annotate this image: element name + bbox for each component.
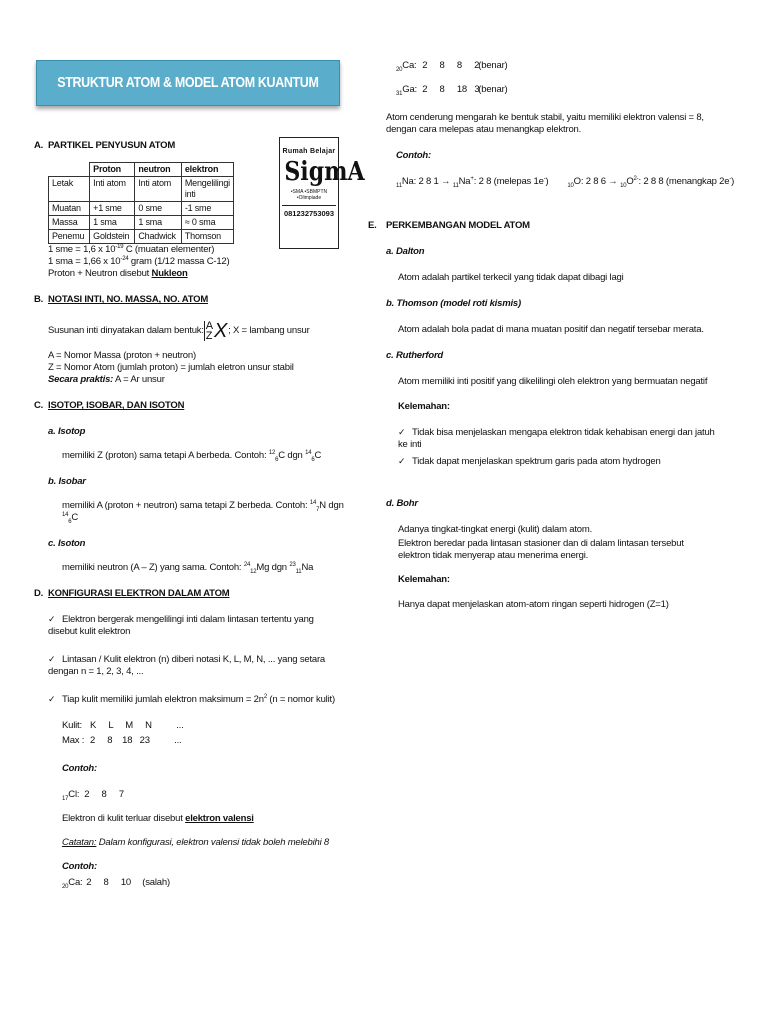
list-item: ✓ Tidak dapat menjelaskan spektrum garis pada atom hydrogen: [398, 456, 661, 467]
cl-config: $_{17}$Cl: 2 8 7: [62, 789, 124, 802]
logo-top-text: Rumah Belajar: [282, 148, 336, 155]
ca-config-wrong: $_{20}$Ca: 2 8 10 (salah): [62, 877, 170, 890]
list-item: ✓ Elektron bergerak mengelilingi inti dalam lintasan tertentu yang disebut kulit elektron: [48, 614, 314, 637]
notation-symbol: A Z: [205, 320, 213, 342]
table-row: [49, 202, 234, 216]
check-icon: ✓: [48, 614, 56, 624]
check-icon: ✓: [398, 427, 406, 437]
sma-note: 1 sma = 1,66 x $10^{-24}$ gram (1/12 massa C-12): [48, 255, 230, 267]
table-cell: ≈ 0 sma: [181, 216, 233, 230]
table-cell: Penemu: [49, 230, 90, 244]
ion-examples: $_{11}$Na: 2 8 1 → $_{11}$Na+: 2 8 (melepas 1e-) $_{10}$O: 2 8 $6 \to _{10}O^{2-}$: 2 8 8 (menangkap 2e-): [396, 175, 735, 189]
contoh-label: Contoh:: [396, 150, 431, 161]
check-icon: ✓: [48, 654, 56, 664]
thomson-title: b. Thomson (model roti kismis): [386, 298, 521, 309]
table-cell: Mengelilingi inti: [181, 177, 233, 202]
section-d-title: KONFIGURASI ELEKTRON DALAM ATOM: [48, 588, 230, 599]
table-cell: -1 sme: [181, 202, 233, 216]
isotop-title: a. Isotop: [48, 426, 86, 437]
table-cell: Massa: [49, 216, 90, 230]
table-cell: 1 sma: [135, 216, 181, 230]
kulit-row: Kulit: K L M N ...: [62, 720, 184, 731]
nukleon-note: Proton + Neutron disebut Nukleon: [48, 268, 188, 279]
section-a-heading: A. PARTIKEL PENYUSUN ATOM: [34, 140, 176, 151]
sme-note: 1 sme = 1,6 x $10^{-19}$ C (muatan elementer): [48, 243, 215, 255]
isoton-text: memiliki neutron (A – Z) yang sama. Contoh: $^{24}_{12}$Mg dgn $^{23}_{11}$Na: [62, 561, 314, 575]
rutherford-text: Atom memiliki inti positif yang dikelilingi oleh elektron yang bermuatan negatif: [398, 376, 708, 387]
contoh-label: Contoh:: [62, 763, 97, 774]
left-column: [34, 140, 365, 890]
table-cell: 1 sma: [90, 216, 135, 230]
isotop-text: memiliki Z (proton) sama tetapi A berbeda. Contoh: $^{12}_6$C dgn $^{14}_6$C: [62, 449, 322, 463]
logo-phone: 081232753093: [283, 209, 335, 218]
kelemahan-label: Kelemahan:: [398, 401, 450, 412]
valensi-line: Elektron di kulit terluar disebut elektron valensi: [62, 813, 254, 824]
list-item: ✓ Lintasan / Kulit elektron (n) diberi notasi K, L, M, N, ... yang setara dengan n = 1, 2, 3, 4, ...: [48, 654, 326, 677]
section-e-heading: E. PERKEMBANGAN MODEL ATOM: [368, 220, 530, 231]
notation-line: Susunan inti dinyatakan dalam bentuk: A Z X ; X = lambang unsur: [48, 320, 310, 342]
table-row: [49, 216, 234, 230]
section-c-title: ISOTOP, ISOBAR, DAN ISOTON: [48, 400, 185, 411]
bohr-title: d. Bohr: [386, 498, 418, 509]
table-header-cell: neutron: [135, 163, 181, 177]
table-cell: Muatan: [49, 202, 90, 216]
bohr-weakness: Hanya dapat menjelaskan atom-atom ringan seperti hidrogen (Z=1): [398, 599, 669, 610]
table-cell: Goldstein: [90, 230, 135, 244]
table-cell: Thomson: [181, 230, 233, 244]
table-cell: Inti atom: [90, 177, 135, 202]
ga-config: $_{31}$Ga: 2 8 18 3(benar): [396, 84, 508, 97]
table-header-row: [49, 163, 234, 177]
dalton-text: Atom adalah partikel terkecil yang tidak dapat dibagi lagi: [398, 272, 624, 283]
table-cell: Letak: [49, 177, 90, 202]
dalton-title: a. Dalton: [386, 246, 425, 257]
contoh-label: Contoh:: [62, 861, 97, 872]
ca-config-right: $_{20}$Ca: 2 8 8 2(benar): [396, 60, 508, 73]
table-cell: +1 sme: [90, 202, 135, 216]
mass-number-line: A = Nomor Massa (proton + neutron): [48, 350, 196, 361]
practical-line: Secara praktis: A = Ar unsur: [48, 374, 165, 385]
right-column: [368, 60, 735, 611]
table-row: [49, 230, 234, 244]
table-cell: Inti atom: [135, 177, 181, 202]
table-header-cell: elektron: [181, 163, 233, 177]
page-title: STRUKTUR ATOM & MODEL ATOM KUANTUM: [57, 75, 319, 91]
logo-name: SigmA: [284, 157, 365, 187]
isoton-title: c. Isoton: [48, 538, 86, 549]
atomic-number-line: Z = Nomor Atom (jumlah proton) = jumlah eletron unsur stabil: [48, 362, 294, 373]
table-cell: Chadwick: [135, 230, 181, 244]
check-icon: ✓: [48, 694, 56, 704]
rutherford-title: c. Rutherford: [386, 350, 444, 361]
kelemahan-label: Kelemahan:: [398, 574, 450, 585]
section-c-heading: C. ISOTOP, ISOBAR, DAN ISOTON: [34, 400, 185, 411]
table-header-cell: Proton: [90, 163, 135, 177]
bohr-text-2: Elektron beredar pada lintasan stasioner dan di dalam lintasan tersebut elektron tidak menyerap atau menerima energi.: [398, 538, 684, 561]
section-a-title: PARTIKEL PENYUSUN ATOM: [48, 140, 176, 151]
table-cell: 0 sme: [135, 202, 181, 216]
page-title-box: [36, 60, 340, 106]
stabil-paragraph: Atom cenderung mengarah ke bentuk stabil, yaitu memiliki elektron valensi = 8, dengan cara melepas atau menangkap elektron.: [386, 112, 704, 135]
section-d-heading: D. KONFIGURASI ELEKTRON DALAM ATOM: [34, 588, 230, 599]
table-row: [49, 177, 234, 202]
bohr-text-1: Adanya tingkat-tingkat energi (kulit) dalam atom.: [398, 524, 593, 535]
check-icon: ✓: [398, 456, 406, 466]
catatan-line: Catatan: Dalam konfigurasi, elektron valensi tidak boleh melebihi 8: [62, 837, 330, 848]
section-e-title: PERKEMBANGAN MODEL ATOM: [386, 220, 530, 231]
list-item: ✓ Tidak bisa menjelaskan mengapa elektron tidak kehabisan energi dan jatuh ke inti: [398, 427, 715, 450]
section-b-heading: B. NOTASI INTI, NO. MASSA, NO. ATOM: [34, 294, 209, 305]
thomson-text: Atom adalah bola padat di mana muatan positif dan negatif tersebar merata.: [398, 324, 704, 335]
section-b-title: NOTASI INTI, NO. MASSA, NO. ATOM: [48, 294, 209, 305]
logo-tagline: •SMA •SBMPTN •Olimpiade: [290, 189, 328, 201]
max-row: Max : 2 8 18 23 ...: [62, 735, 182, 746]
isobar-text: memiliki A (proton + neutron) sama tetapi Z berbeda. Contoh: $^{14}_7$N dgn $^{14}_6$C: [62, 499, 344, 525]
list-item: ✓ Tiap kulit memiliki jumlah elektron maksimum = $2n^2$ (n = nomor kulit): [48, 693, 335, 705]
isobar-title: b. Isobar: [48, 476, 86, 487]
particle-table: [48, 162, 234, 244]
